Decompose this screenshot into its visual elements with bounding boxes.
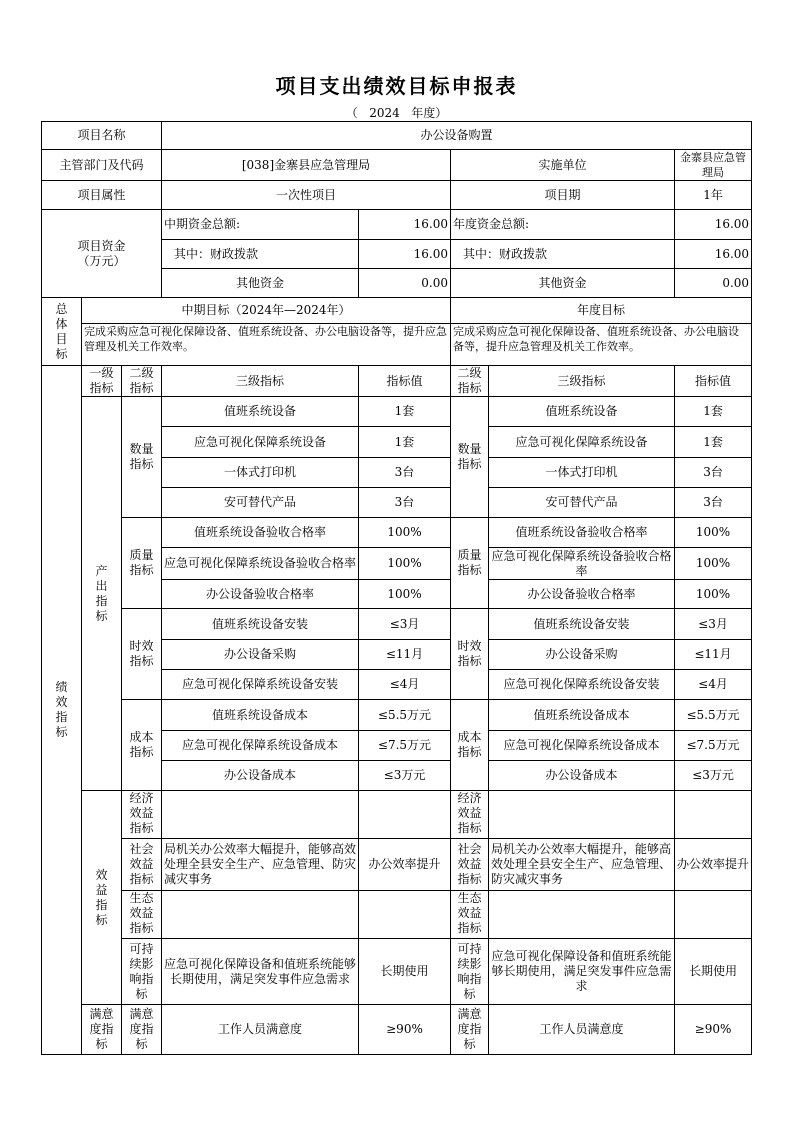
economic-benefit-value — [359, 791, 451, 839]
dept-value: [038]金寨县应急管理局 — [162, 150, 451, 181]
satisfaction-indicator-label: 满意度指标 — [82, 1005, 122, 1055]
performance-indicator-label: 绩效指标 — [42, 366, 82, 1055]
indicator-value: 办公效率提升 — [359, 839, 451, 891]
indicator-value-right: 办公效率提升 — [675, 839, 752, 891]
year-line: （ 2024 年度） — [345, 106, 448, 120]
indicator-value: 1套 — [359, 397, 451, 427]
indicator-name: 值班系统设备成本 — [162, 700, 359, 731]
indicator-name-right: 应急可视化保障系统设备验收合格率 — [489, 548, 675, 580]
quantity-indicator-label-right: 数量指标 — [451, 397, 489, 518]
indicator-value-right: ≥90% — [675, 1005, 752, 1055]
period-label: 项目期 — [451, 181, 675, 210]
indicator-value-right: ≤3月 — [675, 609, 752, 640]
indicator-name-right: 值班系统设备验收合格率 — [489, 518, 675, 548]
indicator-name: 值班系统设备验收合格率 — [162, 518, 359, 548]
indicator-value-right: ≤5.5万元 — [675, 700, 752, 731]
table-row — [42, 939, 752, 1005]
indicator-name-right: 一体式打印机 — [489, 458, 675, 488]
overall-goal-label: 总体目标 — [42, 298, 82, 366]
indicator-value-right: 1套 — [675, 397, 752, 427]
impl-label: 实施单位 — [451, 150, 675, 181]
sustain-benefit-label-right: 可持续影响指标 — [451, 939, 489, 1005]
indicator-value: ≤3万元 — [359, 761, 451, 791]
indicator-value-right: 100% — [675, 580, 752, 609]
indicator-name-right: 值班系统设备安装 — [489, 609, 675, 640]
dept-label: 主管部门及代码 — [42, 150, 162, 181]
indicator-value-right: ≤4月 — [675, 670, 752, 700]
row-project-name — [42, 122, 752, 150]
table-row — [42, 700, 752, 731]
indicator-name-right: 值班系统设备成本 — [489, 700, 675, 731]
mid-total-value: 16.00 — [359, 210, 451, 240]
eco-benefit-name — [162, 891, 359, 939]
eco-benefit-label-right: 生态效益指标 — [451, 891, 489, 939]
indicator-name: 办公设备验收合格率 — [162, 580, 359, 609]
indicator-value-right: ≤11月 — [675, 640, 752, 670]
indicator-name: 办公设备成本 — [162, 761, 359, 791]
impl-value: 金寨县应急管理局 — [675, 150, 752, 181]
indicator-value-right: 3台 — [675, 488, 752, 518]
economic-benefit-name-right — [489, 791, 675, 839]
indicator-value-right: 长期使用 — [675, 939, 752, 1005]
indicator-value: ≥90% — [359, 1005, 451, 1055]
satisfaction-sub-label-right: 满意度指标 — [451, 1005, 489, 1055]
col-level2-header: 二级指标 — [122, 366, 162, 397]
year-fiscal-label: 其中：财政拨款 — [451, 240, 675, 269]
indicator-value-right: 1套 — [675, 427, 752, 458]
indicator-name: 一体式打印机 — [162, 458, 359, 488]
funds-label: 项目资金 （万元） — [42, 210, 162, 298]
table-row — [42, 891, 752, 939]
period-value: 1年 — [675, 181, 752, 210]
eco-benefit-label: 生态效益指标 — [122, 891, 162, 939]
mid-goal-text: 完成采购应急可视化保障设备、值班系统设备、办公电脑设备等，提升应急管理及机关工作效率。 — [82, 324, 451, 366]
indicator-name: 办公设备采购 — [162, 640, 359, 670]
year-other-value: 0.00 — [675, 269, 752, 298]
year-fiscal-value: 16.00 — [675, 240, 752, 269]
indicator-name-right: 工作人员满意度 — [489, 1005, 675, 1055]
declaration-table — [41, 121, 752, 1055]
project-name-label: 项目名称 — [42, 122, 162, 150]
indicator-value: ≤7.5万元 — [359, 731, 451, 761]
page-title: 项目支出绩效目标申报表 — [275, 74, 518, 98]
mid-goal-header: 中期目标（2024年—2024年） — [82, 298, 451, 324]
indicator-value: 3台 — [359, 458, 451, 488]
indicator-name: 应急可视化保障系统设备 — [162, 427, 359, 458]
indicator-value-right: 3台 — [675, 458, 752, 488]
satisfaction-sub-label: 满意度指标 — [122, 1005, 162, 1055]
economic-benefit-value-right — [675, 791, 752, 839]
mid-total-label: 中期资金总额: — [162, 210, 359, 240]
indicator-name: 工作人员满意度 — [162, 1005, 359, 1055]
row-funds-total — [42, 210, 752, 240]
indicator-name: 应急可视化保障系统设备验收合格率 — [162, 548, 359, 580]
indicator-value-right: ≤3万元 — [675, 761, 752, 791]
attr-value: 一次性项目 — [162, 181, 451, 210]
mid-other-value: 0.00 — [359, 269, 451, 298]
economic-benefit-label-right: 经济效益指标 — [451, 791, 489, 839]
eco-benefit-name-right — [489, 891, 675, 939]
indicator-name-right: 应急可视化保障系统设备成本 — [489, 731, 675, 761]
eco-benefit-value — [359, 891, 451, 939]
output-indicator-label: 产出指标 — [82, 397, 122, 791]
table-row — [42, 1005, 752, 1055]
indicator-name: 应急可视化保障系统设备成本 — [162, 731, 359, 761]
indicator-value: ≤11月 — [359, 640, 451, 670]
year-goal-text: 完成采购应急可视化保障设备、值班系统设备、办公电脑设备等，提升应急管理及机关工作效率。 — [451, 324, 752, 366]
row-attribute — [42, 181, 752, 210]
social-benefit-label: 社会效益指标 — [122, 839, 162, 891]
row-goals-header — [42, 298, 752, 324]
indicator-name: 值班系统设备安装 — [162, 609, 359, 640]
benefit-indicator-label: 效益指标 — [82, 791, 122, 1005]
indicator-name-right: 值班系统设备 — [489, 397, 675, 427]
project-name-value: 办公设备购置 — [162, 122, 752, 150]
col-value-header: 指标值 — [359, 366, 451, 397]
cost-indicator-label-right: 成本指标 — [451, 700, 489, 791]
indicator-name-right: 应急可视化保障系统设备安装 — [489, 670, 675, 700]
mid-other-label: 其他资金 — [162, 269, 359, 298]
quantity-indicator-label: 数量指标 — [122, 397, 162, 518]
indicator-value-right: 100% — [675, 548, 752, 580]
indicator-value: 100% — [359, 580, 451, 609]
indicator-name-right: 办公设备验收合格率 — [489, 580, 675, 609]
cost-indicator-label: 成本指标 — [122, 700, 162, 791]
indicator-name: 应急可视化保障系统设备安装 — [162, 670, 359, 700]
indicator-name-right: 应急可视化保障设备和值班系统能够长期使用，满足突发事件应急需求 — [489, 939, 675, 1005]
indicator-value: ≤3月 — [359, 609, 451, 640]
indicator-name-right: 办公设备成本 — [489, 761, 675, 791]
quality-indicator-label: 质量指标 — [122, 518, 162, 609]
indicator-name: 值班系统设备 — [162, 397, 359, 427]
time-indicator-label: 时效指标 — [122, 609, 162, 700]
row-goals-text — [42, 324, 752, 366]
indicator-value-right: 100% — [675, 518, 752, 548]
quality-indicator-label-right: 质量指标 — [451, 518, 489, 609]
col-level3-header-right: 三级指标 — [489, 366, 675, 397]
indicator-name: 应急可视化保障设备和值班系统能够长期使用，满足突发事件应急需求 — [162, 939, 359, 1005]
indicator-value: ≤4月 — [359, 670, 451, 700]
row-department — [42, 150, 752, 181]
eco-benefit-value-right — [675, 891, 752, 939]
indicator-value: 100% — [359, 518, 451, 548]
indicator-name-right: 应急可视化保障系统设备 — [489, 427, 675, 458]
table-row — [42, 397, 752, 427]
indicator-value: 100% — [359, 548, 451, 580]
col-value-header-right: 指标值 — [675, 366, 752, 397]
table-row — [42, 839, 752, 891]
indicator-value: ≤5.5万元 — [359, 700, 451, 731]
year-other-label: 其他资金 — [451, 269, 675, 298]
table-row — [42, 609, 752, 640]
col-level3-header: 三级指标 — [162, 366, 359, 397]
year-total-value: 16.00 — [675, 210, 752, 240]
mid-fiscal-label: 其中：财政拨款 — [162, 240, 359, 269]
social-benefit-label-right: 社会效益指标 — [451, 839, 489, 891]
sustain-benefit-label: 可持续影响指标 — [122, 939, 162, 1005]
indicator-name-right: 安可替代产品 — [489, 488, 675, 518]
table-row — [42, 791, 752, 839]
indicator-name: 局机关办公效率大幅提升，能够高效处理全县安全生产、应急管理、防灾减灾事务 — [162, 839, 359, 891]
table-row — [42, 518, 752, 548]
time-indicator-label-right: 时效指标 — [451, 609, 489, 700]
indicator-name-right: 办公设备采购 — [489, 640, 675, 670]
indicator-value-right: ≤7.5万元 — [675, 731, 752, 761]
indicator-value: 3台 — [359, 488, 451, 518]
row-indicator-header — [42, 366, 752, 397]
indicator-value: 1套 — [359, 427, 451, 458]
year-total-label: 年度资金总额: — [451, 210, 675, 240]
indicator-value: 长期使用 — [359, 939, 451, 1005]
col-level1-header: 一级指标 — [82, 366, 122, 397]
mid-fiscal-value: 16.00 — [359, 240, 451, 269]
economic-benefit-label: 经济效益指标 — [122, 791, 162, 839]
indicator-name-right: 局机关办公效率大幅提升，能够高效处理全县安全生产、应急管理、防灾减灾事务 — [489, 839, 675, 891]
economic-benefit-name — [162, 791, 359, 839]
col-level2-header-right: 二级指标 — [451, 366, 489, 397]
year-goal-header: 年度目标 — [451, 298, 752, 324]
indicator-name: 安可替代产品 — [162, 488, 359, 518]
attr-label: 项目属性 — [42, 181, 162, 210]
